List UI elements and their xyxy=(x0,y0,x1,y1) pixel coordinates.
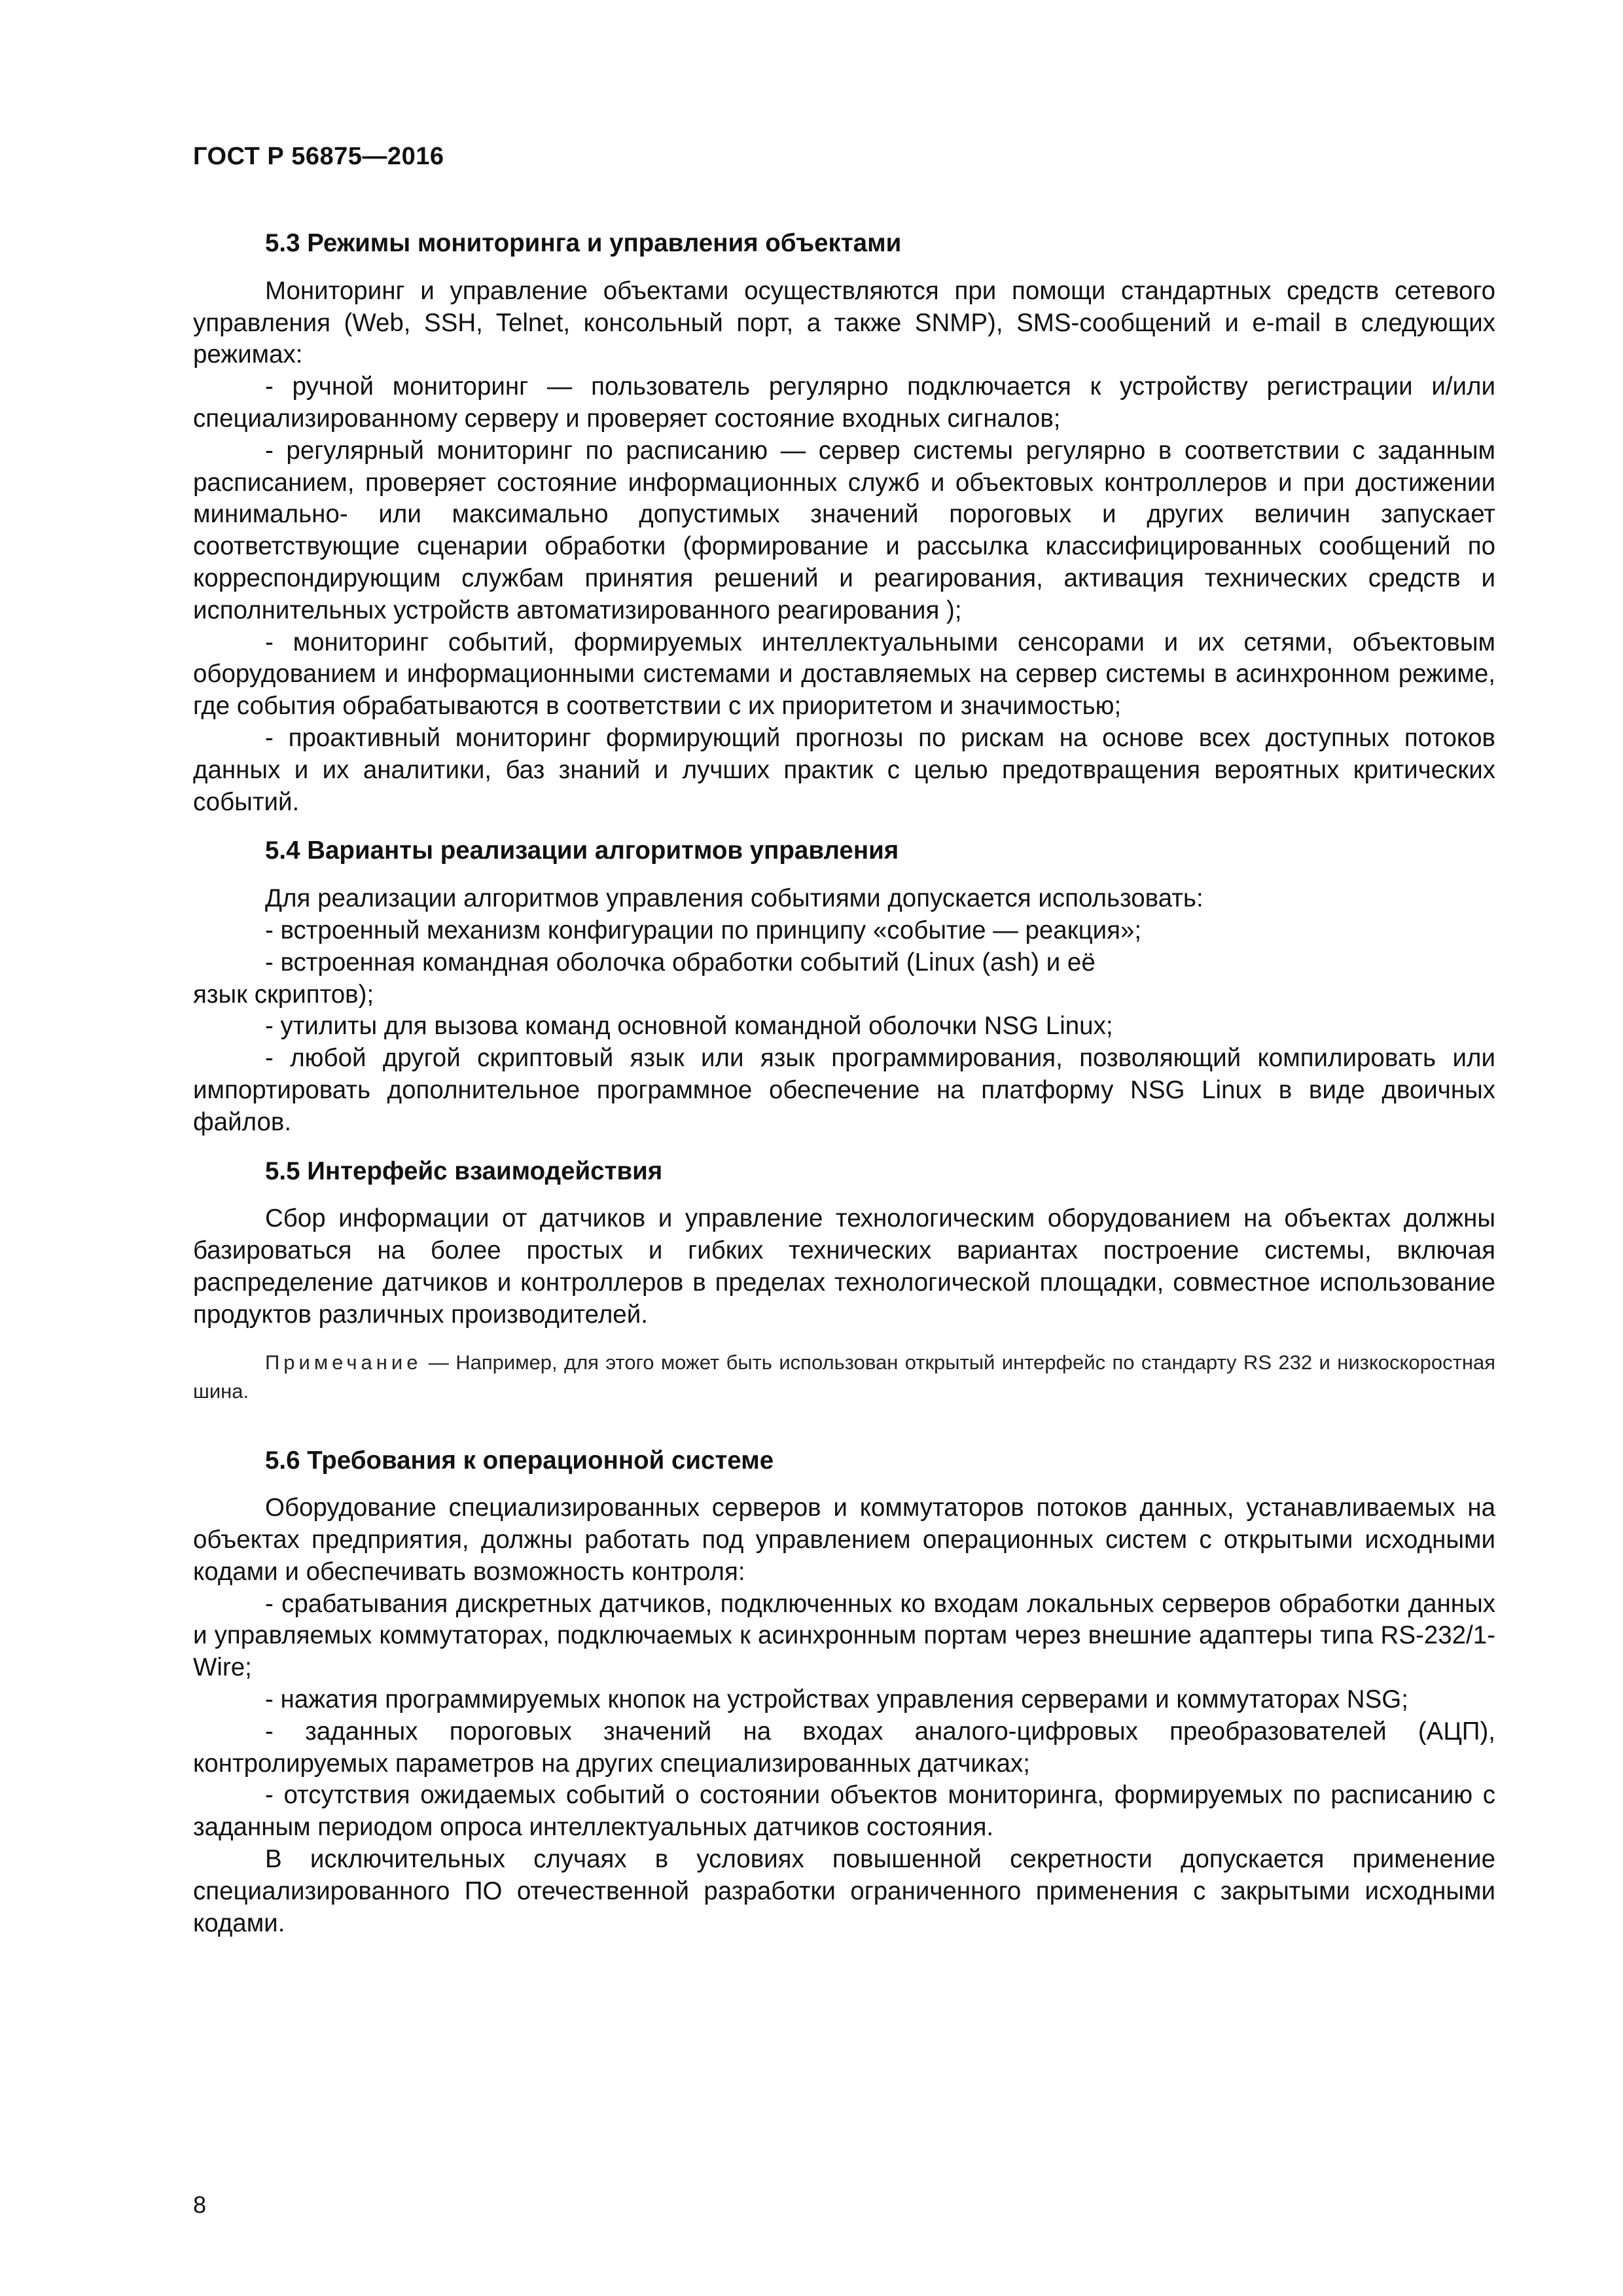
page-number: 8 xyxy=(193,2191,207,2218)
list-item: - ручной мониторинг — пользователь регулярно подключается к устройству регистрации и/или специализированному серверу и проверяет состояние входных сигналов; xyxy=(193,372,1495,433)
paragraph: Оборудование специализированных серверов и коммутаторов потоков данных, устанавливаемых на объектах предприятия, должны работать под управлением операционных систем с открытыми исходными кодами и обеспечивать возможность контроля: xyxy=(193,1494,1495,1586)
list-item: - мониторинг событий, формируемых интеллектуальными сенсорами и их сетями, объектовым оборудованием и информационными системами и доставляемых на сервер системы в асинхронном режиме, где события обрабатываются в соответствии с их приоритетом и значимостью; xyxy=(193,628,1495,721)
note xyxy=(193,1348,1495,1406)
list-item: - нажатия программируемых кнопок на устройствах управления серверами и коммутаторах NSG; xyxy=(265,1685,1408,1714)
list-item: - срабатывания дискретных датчиков, подключенных ко входам локальных серверов обработки данных и управляемых коммутаторах, подключаемых к асинхронным портам через внешние адаптеры типа RS-232/1-Wire; xyxy=(193,1589,1495,1682)
paragraph: Сбор информации от датчиков и управление технологическим оборудованием на объектах должны базироваться на более простых и гибких технических вариантах построение системы, включая распределение датчиков и контроллеров в пределах технологической площадки, совместное использование продуктов различных производителей. xyxy=(193,1204,1495,1329)
list-item: - регулярный мониторинг по расписанию — сервер системы регулярно в соответствии с заданным расписанием, проверяет состояние информационных служб и объектовых контроллеров и при достижении минимально- или максимально допустимых значений пороговых и других величин запускает соответствующие сценарии обработки (формирование и рассылка классифицированных сообщений по корреспондирующим службам принятия решений и реагирования, активация технических средств и исполнительных устройств автоматизированного реагирования ); xyxy=(193,436,1495,624)
section-title: 5.4 Варианты реализации алгоритмов управления xyxy=(265,836,899,865)
section-title: 5.3 Режимы мониторинга и управления объектами xyxy=(265,229,902,257)
standard-id-header: ГОСТ Р 56875—2016 xyxy=(193,143,444,170)
list-item: - утилиты для вызова команд основной командной оболочки NSG Linux; xyxy=(265,1012,1113,1041)
section-5-6 xyxy=(193,1445,1495,1940)
list-item: - встроенный механизм конфигурации по принципу «событие — реакция»; xyxy=(265,916,1142,944)
list-item: - заданных пороговых значений на входах аналого-цифровых преобразователей (АЦП), контролируемых параметров на других специализированных датчиках; xyxy=(193,1717,1495,1778)
section-title: 5.5 Интерфейс взаимодействия xyxy=(265,1157,663,1185)
section-5-3 xyxy=(193,228,1495,818)
list-item: - любой другой скриптовый язык или язык программирования, позволяющий компилировать или импортировать дополнительное программное обеспечение на платформу NSG Linux в виде двоичных файлов. xyxy=(193,1044,1495,1136)
paragraph: В исключительных случаях в условиях повышенной секретности допускается применение специализированного ПО отечественной разработки ограниченного применения с закрытыми исходными кодами. xyxy=(193,1845,1495,1937)
list-item-continuation: язык скриптов); xyxy=(193,980,374,1009)
note-text: — Например, для этого может быть использован открытый интерфейс по стандарту RS 232 и низкоскоростная шина. xyxy=(193,1350,1495,1403)
section-5-4 xyxy=(193,835,1495,1138)
list-item: - отсутствия ожидаемых событий о состоянии объектов мониторинга, формируемых по расписанию с заданным периодом опроса интеллектуальных датчиков состояния. xyxy=(193,1781,1495,1842)
document-body xyxy=(193,228,1495,1939)
paragraph: Для реализации алгоритмов управления событиями допускается использовать: xyxy=(265,884,1204,913)
section-title: 5.6 Требования к операционной системе xyxy=(265,1446,774,1475)
note-label: Примечание xyxy=(265,1350,422,1374)
list-item: - проактивный мониторинг формирующий прогнозы по рискам на основе всех доступных потоков данных и их аналитики, баз знаний и лучших практик с целью предотвращения вероятных критических событий. xyxy=(193,723,1495,816)
paragraph: Мониторинг и управление объектами осуществляются при помощи стандартных средств сетевого управления (Web, SSH, Telnet, консольный порт, а также SNMP), SMS-сообщений и e-mail в следующих режимах: xyxy=(193,276,1495,369)
section-5-5 xyxy=(193,1156,1495,1406)
list-item: - встроенная командная оболочка обработки событий (Linux (ash) и её xyxy=(265,948,1096,977)
